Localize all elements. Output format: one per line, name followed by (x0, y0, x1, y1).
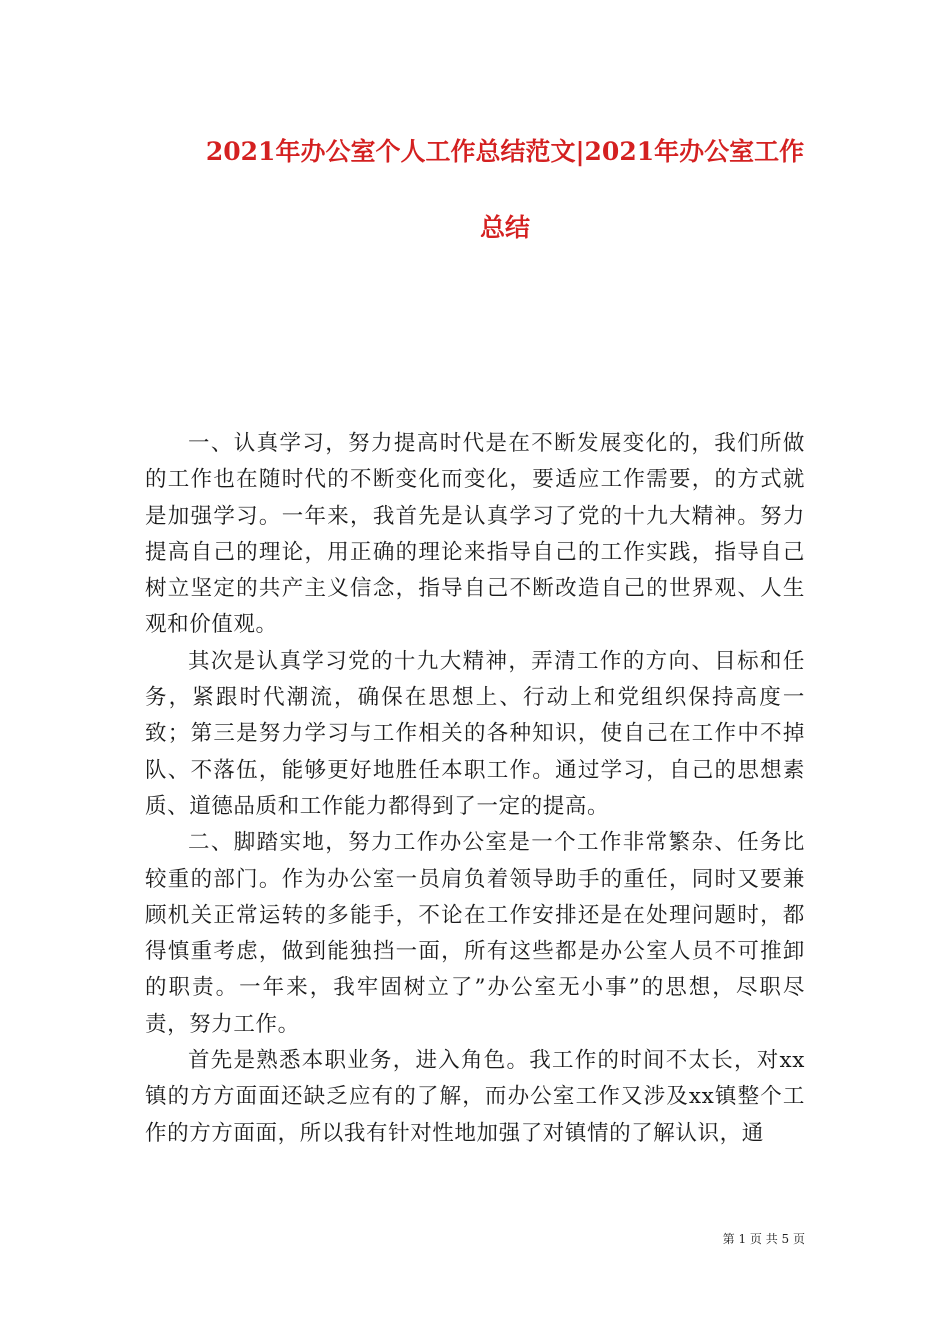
paragraph-2: 其次是认真学习党的十九大精神，弄清工作的方向、目标和任务，紧跟时代潮流，确保在思想上、行动上和党组织保持高度一致；第三是努力学习与工作相关的各种知识，使自己在工作中不掉队、不落伍，能够更好地胜任本职工作。通过学习，自己的思想素质、道德品质和工作能力都得到了一定的提高。 (145, 648, 805, 819)
page-number-footer: 第 1 页 共 5 页 (722, 1232, 805, 1246)
document-title-line-2: 总结 (479, 213, 530, 242)
paragraph-4: 首先是熟悉本职业务，进入角色。我工作的时间不太长，对xx镇的方方面面还缺乏应有的了解，而办公室工作又涉及xx镇整个工作的方方面面，所以我有针对性地加强了对镇情的了解认识，通 (145, 1048, 805, 1146)
document-body (145, 426, 805, 1152)
paragraph-3: 二、脚踏实地，努力工作办公室是一个工作非常繁杂、任务比较重的部门。作为办公室一员肩负着领导助手的重任，同时又要兼顾机关正常运转的多能手，不论在工作安排还是在处理问题时，都得慎重考虑，做到能独挡一面，所有这些都是办公室人员不可推卸的职责。一年来，我牢固树立了”办公室无小事”的思想，尽职尽责，努力工作。 (145, 830, 805, 1037)
document-title-line-1: 2021年办公室个人工作总结范文|2021年办公室工作 (205, 137, 805, 166)
paragraph-1: 一、认真学习，努力提高时代是在不断发展变化的，我们所做的工作也在随时代的不断变化而变化，要适应工作需要，的方式就是加强学习。一年来，我首先是认真学习了党的十九大精神。努力提高自己的理论，用正确的理论来指导自己的工作实践，指导自己树立坚定的共产主义信念，指导自己不断改造自己的世界观、人生观和价值观。 (145, 431, 805, 638)
